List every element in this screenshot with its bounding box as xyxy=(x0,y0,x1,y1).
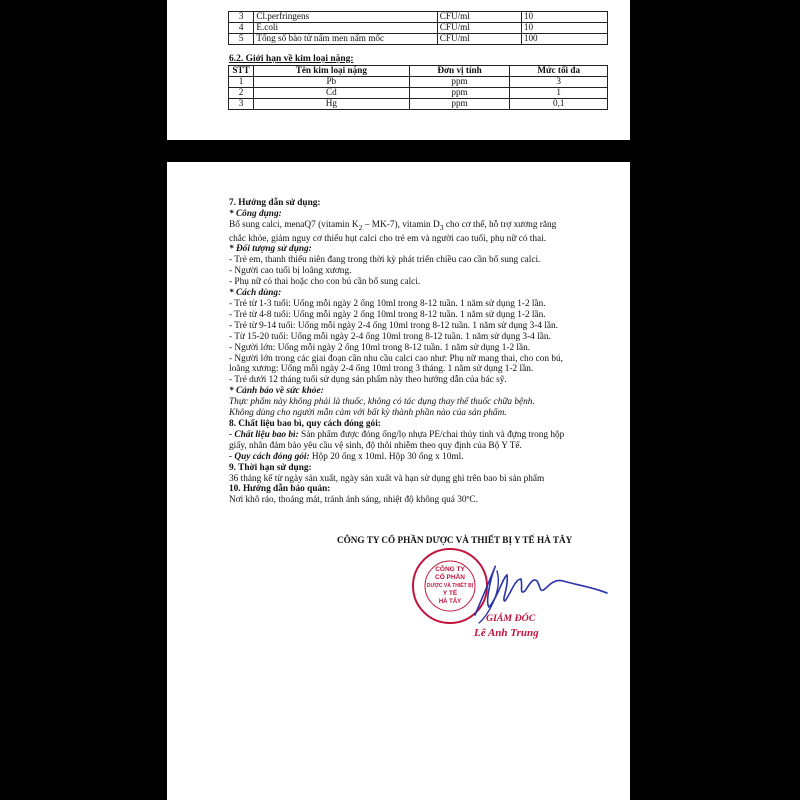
list-item: - Từ 15-20 tuổi: Uống mỗi ngày 2-4 ống 10ml trong 8-12 tuần. 1 năm sử dụng 3-4 lần. xyxy=(229,331,551,342)
list-item: - Trẻ em, thanh thiếu niên đang trong thời kỳ phát triển chiều cao cần bổ sung calci. xyxy=(229,255,541,266)
list-item: - Trẻ từ 9-14 tuổi: Uống mỗi ngày 2-4 ống 10ml trong 8-12 tuần. 1 năm sử dụng 3-4 lần. xyxy=(229,320,558,331)
warning-text: Thực phẩm này không phải là thuốc, không có tác dụng thay thế thuốc chữa bệnh. xyxy=(229,397,535,408)
table-row xyxy=(229,99,608,110)
text-span: Sản phẩm được đóng ống/lọ nhựa PE/chai thủy tinh và đựng trong hộp xyxy=(298,429,565,440)
shelf-life-text: 36 tháng kể từ ngày sản xuất, ngày sản xuất và hạn sử dụng ghi trên bao bì sản phẩm xyxy=(229,473,545,484)
material-text: giấy, nhãn đảm bảo yêu cầu vệ sinh, độ thôi nhiễm theo quy định của Bộ Y Tế. xyxy=(229,440,522,451)
stamp-line: HÀ TÂY xyxy=(438,599,462,605)
subscript: 2 xyxy=(358,222,363,232)
stt-cell: 3 xyxy=(229,99,254,110)
stamp-line: CỔ PHẦN xyxy=(435,574,465,581)
subsection-title: * Cách dùng: xyxy=(229,288,282,299)
section-title: 10. Hướng dẫn bảo quản: xyxy=(229,484,331,495)
heavy-metal-heading: 6.2. Giới hạn về kim loại nặng: xyxy=(229,54,354,64)
max-cell: 0,1 xyxy=(510,99,608,110)
stamp-line: Y TẾ xyxy=(442,590,458,597)
stamp-line: CÔNG TY xyxy=(435,566,465,573)
label: - Quy cách đóng gói: xyxy=(229,451,310,462)
list-item: - Người lớn: Uống mỗi ngày 2 ống 10ml trong 8-12 tuần. 1 năm sử dụng 1-2 lần. xyxy=(229,342,531,353)
director-name: Lê Anh Trung xyxy=(474,627,539,639)
unit-cell: CFU/ml xyxy=(437,34,521,45)
name-cell: Cl.perfringens xyxy=(254,12,437,23)
name-cell: Tổng số bào tử nấm men nấm mốc xyxy=(254,34,437,45)
material-text xyxy=(229,430,609,441)
section-title: 9. Thời hạn sử dụng: xyxy=(229,462,312,473)
company-name: CÔNG TY CỔ PHẦN DƯỢC VÀ THIẾT BỊ Y TẾ HÀ TÂY xyxy=(337,535,573,545)
text-span: cho cơ thể, hỗ trợ xương răng xyxy=(443,219,557,230)
table-row xyxy=(229,23,608,34)
microbiology-table xyxy=(228,11,608,45)
document-page-top xyxy=(167,0,630,140)
unit-cell: ppm xyxy=(409,88,510,99)
director-title: GIÁM ĐỐC xyxy=(486,613,536,624)
column-header: Tên kim loại nặng xyxy=(254,66,410,77)
max-cell: 3 xyxy=(510,77,608,88)
stt-cell: 3 xyxy=(229,12,254,23)
max-cell: 10 xyxy=(521,12,607,23)
unit-cell: CFU/ml xyxy=(437,23,521,34)
warning-text: Không dùng cho người mẫn cảm với bất kỳ thành phần nào của sản phẩm. xyxy=(229,408,507,419)
text-span: Bổ sung calci, menaQ7 (vitamin K xyxy=(229,219,359,230)
name-cell: Pb xyxy=(254,77,410,88)
column-header: STT xyxy=(229,66,254,77)
list-item: - Người cao tuổi bị loãng xương. xyxy=(229,266,352,277)
name-cell: Cd xyxy=(254,88,410,99)
column-header: Mức tối đa xyxy=(510,66,608,77)
table-header-row xyxy=(229,66,608,77)
list-item: - Trẻ dưới 12 tháng tuổi sử dụng sản phẩm này theo hướng dẫn của bác sỹ. xyxy=(229,375,507,386)
subsection-title: * Đối tượng sử dụng: xyxy=(229,244,312,255)
table-row xyxy=(229,34,608,45)
list-item: - Trẻ từ 4-8 tuổi: Uống mỗi ngày 2 ống 10ml trong 8-12 tuần. 1 năm sử dụng 1-2 lần. xyxy=(229,309,546,320)
section-title: 7. Hướng dẫn sử dụng: xyxy=(229,198,321,208)
subsection-title: * Cảnh báo về sức khỏe: xyxy=(229,386,324,397)
text-span: – MK-7), vitamin D xyxy=(362,219,440,230)
usage-section xyxy=(229,198,609,506)
document-page-bottom xyxy=(167,162,630,800)
section-title: 8. Chất liệu bao bì, quy cách đóng gói: xyxy=(229,418,381,429)
name-cell: Hg xyxy=(254,99,410,110)
max-cell: 1 xyxy=(510,88,608,99)
unit-cell: ppm xyxy=(409,99,510,110)
usage-text: chắc khỏe, giảm nguy cơ thiếu hụt calci cho trẻ em và người cao tuổi, phụ nữ có thai. xyxy=(229,233,547,244)
max-cell: 10 xyxy=(521,23,607,34)
stamp-line: DƯỢC VÀ THIẾT BỊ xyxy=(426,583,474,589)
list-item: loãng xương: Uống mỗi ngày 2-4 ống 10ml trong 3 tháng. 1 năm sử dụng 1-2 lần. xyxy=(229,364,534,375)
name-cell: E.coli xyxy=(254,23,437,34)
subscript: 3 xyxy=(439,222,444,232)
stt-cell: 2 xyxy=(229,88,254,99)
packing-text xyxy=(229,452,609,463)
unit-cell: ppm xyxy=(409,77,510,88)
list-item: - Trẻ từ 1-3 tuổi: Uống mỗi ngày 2 ống 10ml trong 8-12 tuần. 1 năm sử dụng 1-2 lần. xyxy=(229,299,546,310)
table-row xyxy=(229,88,608,99)
heavy-metal-table xyxy=(228,65,608,110)
stt-cell: 5 xyxy=(229,34,254,45)
subsection-title: * Công dụng: xyxy=(229,208,282,219)
table-row xyxy=(229,77,608,88)
list-item: - Người lớn trong các giai đoạn cần nhu cầu calci cao như: Phụ nữ mang thai, cho con bú, xyxy=(229,353,563,364)
stt-cell: 4 xyxy=(229,23,254,34)
text-span: Hộp 20 ống x 10ml. Hộp 30 ống x 10ml. xyxy=(309,451,464,462)
usage-text xyxy=(229,220,609,234)
list-item: - Phụ nữ có thai hoặc cho con bú cần bổ sung calci. xyxy=(229,277,421,288)
max-cell: 100 xyxy=(521,34,607,45)
table-row xyxy=(229,12,608,23)
storage-text: Nơi khô ráo, thoáng mát, tránh ánh sáng, nhiệt độ không quá 30ºC. xyxy=(229,495,478,506)
column-header: Đơn vị tính xyxy=(409,66,510,77)
label: - Chất liệu bao bì: xyxy=(229,429,299,440)
stt-cell: 1 xyxy=(229,77,254,88)
unit-cell: CFU/ml xyxy=(437,12,521,23)
